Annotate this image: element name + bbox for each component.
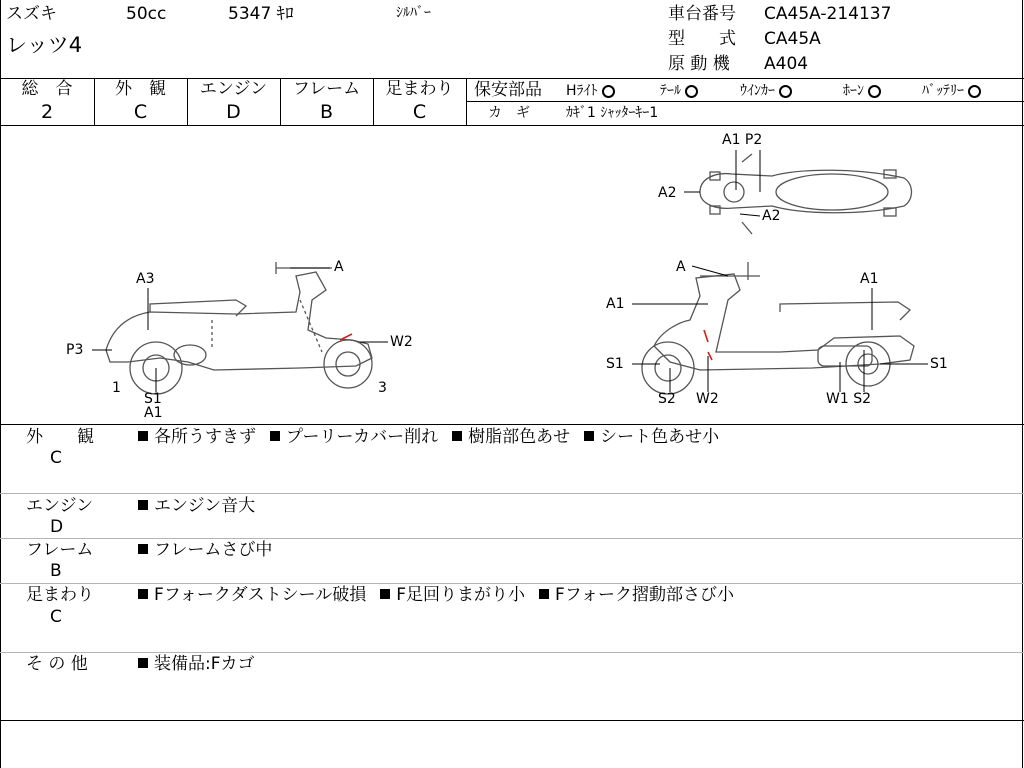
right-label-S2: S2 (658, 391, 676, 407)
bullet-icon (584, 431, 594, 441)
right-damage-mark (704, 330, 712, 360)
note-item: Fフォークダストシール破損 (138, 585, 366, 605)
bullet-icon (539, 589, 549, 599)
notes-suspension-grade: C (50, 607, 62, 627)
scooter-top-view (700, 154, 912, 234)
right-label-W1S2: W1 S2 (826, 391, 871, 407)
displacement: 50cc (126, 4, 167, 24)
right-label-A: A (676, 259, 686, 275)
note-item: プーリーカバー削れ (270, 427, 438, 447)
notes-other-items (138, 656, 269, 673)
notes-exterior-items (138, 429, 733, 446)
battery-ok-icon (968, 85, 981, 98)
notes-sep-3 (0, 583, 1024, 584)
notes-exterior-label: 外 観 (26, 427, 94, 447)
model-type-label: 型 式 (668, 29, 736, 49)
frame-number-label: 車台番号 (668, 4, 736, 24)
right-label-S1-left: S1 (606, 356, 624, 372)
taillight-ok-icon (685, 85, 698, 98)
note-item: 樹脂部色あせ (452, 427, 570, 447)
notes-suspension-label: 足まわり (26, 585, 94, 605)
key-value: ｶｷﾞ1 ｼｬｯﾀｰｷｰ1 (566, 105, 659, 121)
safety-battery: ﾊﾞｯﾃﾘｰ (922, 84, 981, 98)
rating-total-label: 総 合 (21, 79, 73, 99)
rating-engine-label: エンジン (199, 79, 268, 99)
left-label-3: 3 (378, 380, 387, 396)
top-label-A2-left: A2 (658, 185, 677, 201)
headlight-ok-icon (602, 85, 615, 98)
notes-exterior-grade: C (50, 448, 62, 468)
safety-taillight: ﾃｰﾙ (660, 84, 698, 98)
rating-suspension-label: 足まわり (385, 79, 454, 99)
safety-parts-label: 保安部品 (474, 80, 542, 100)
model-type-value: CA45A (764, 29, 821, 49)
left-label-1: 1 (112, 380, 121, 396)
rating-frame-value: B (319, 101, 334, 123)
left-label-S1: S1 (144, 391, 162, 407)
body-color: ｼﾙﾊﾞｰ (396, 5, 431, 21)
rating-engine-value: D (226, 101, 241, 123)
engine-code-label: 原 動 機 (668, 54, 730, 74)
bullet-icon (138, 658, 148, 668)
mileage: 5347 ｷﾛ (228, 4, 294, 24)
safety-horn: ﾎｰﾝ (843, 84, 881, 98)
top-label-A2-right: A2 (762, 208, 781, 224)
left-label-A1: A1 (144, 405, 163, 421)
left-label-W2: W2 (390, 334, 413, 350)
notes-frame-label: フレーム (26, 540, 94, 560)
rating-exterior-label: 外 観 (115, 79, 166, 99)
right-label-A1-left: A1 (606, 296, 625, 312)
bullet-icon (270, 431, 280, 441)
rating-frame-label: フレーム (292, 79, 361, 99)
note-item: 装備品:Fカゴ (138, 654, 255, 674)
bullet-icon (138, 544, 148, 554)
bullet-icon (138, 500, 148, 510)
rating-total-value: 2 (40, 101, 54, 123)
safety-headlight: Hﾗｲﾄ (566, 84, 615, 98)
bullet-icon (138, 431, 148, 441)
key-label: カ ギ (488, 105, 530, 121)
right-label-W2: W2 (696, 391, 719, 407)
notes-frame-grade: B (50, 561, 62, 581)
note-item: 各所うすきず (138, 427, 256, 447)
note-item: シート色あせ小 (584, 427, 719, 447)
notes-engine-items (138, 498, 269, 515)
left-label-A: A (334, 259, 344, 275)
notes-engine-label: エンジン (26, 496, 94, 516)
notes-sep-1 (0, 493, 1024, 494)
model-name: レッツ4 (6, 33, 83, 57)
maker-name: スズキ (6, 4, 57, 24)
note-item: F足回りまがり小 (380, 585, 525, 605)
left-label-P3: P3 (66, 342, 84, 358)
left-label-A3: A3 (136, 271, 155, 287)
notes-frame-items (138, 542, 286, 559)
notes-sep-2 (0, 538, 1024, 539)
safety-winker: ｳｲﾝｶｰ (740, 84, 792, 98)
diagram-divider (0, 424, 1024, 425)
rating-exterior-value: C (133, 101, 148, 123)
rating-suspension-value: C (412, 101, 427, 123)
bullet-icon (138, 589, 148, 599)
bullet-icon (452, 431, 462, 441)
notes-other-label: そ の 他 (26, 654, 88, 674)
notes-sep-4 (0, 652, 1024, 653)
right-label-S1-right: S1 (930, 356, 948, 372)
top-label-A1P2: A1 P2 (722, 132, 763, 148)
horn-ok-icon (868, 85, 881, 98)
safety-row-divider (466, 101, 1024, 102)
notes-bottom-divider (0, 720, 1024, 721)
note-item: エンジン音大 (138, 496, 255, 516)
engine-code-value: A404 (764, 54, 809, 74)
frame-number-value: CA45A-214137 (764, 4, 892, 24)
right-label-A1-right: A1 (860, 271, 879, 287)
note-item: フレームさび中 (138, 540, 272, 560)
bullet-icon (380, 589, 390, 599)
notes-suspension-items (138, 587, 748, 604)
note-item: Fフォーク摺動部さび小 (539, 585, 734, 605)
notes-engine-grade: D (50, 517, 64, 537)
winker-ok-icon (779, 85, 792, 98)
